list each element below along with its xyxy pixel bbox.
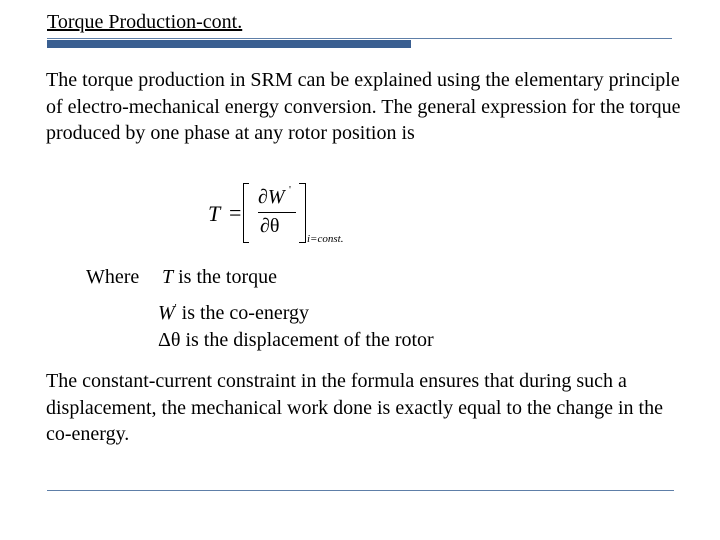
formula-subscript: i=const.: [307, 233, 344, 245]
symbol-coenergy-prime: ': [174, 302, 177, 314]
left-bracket-top: [243, 183, 249, 184]
right-bracket: [305, 183, 306, 243]
desc-coenergy: is the co-energy: [176, 302, 310, 324]
left-bracket-bottom: [243, 242, 249, 243]
desc-displacement: is the displacement of the rotor: [180, 329, 434, 351]
formula-prime: ': [289, 184, 291, 196]
where-label: Where: [86, 266, 140, 288]
formula-numerator: [258, 186, 285, 209]
right-bracket-top: [299, 183, 306, 184]
where-item-coenergy: [158, 295, 309, 326]
symbol-displacement: Δθ: [158, 329, 181, 351]
closing-paragraph: The constant-current constraint in the formula ensures that during such a displacement, the mechanical work done is exactly equal to the change in the co-energy.: [46, 370, 663, 445]
title-divider-line: [47, 38, 672, 39]
slide-title: Torque Production-cont.: [47, 11, 243, 33]
partial-symbol: ∂: [258, 186, 268, 208]
left-bracket: [243, 183, 244, 243]
where-item-displacement: [158, 327, 434, 353]
formula-denominator: ∂θ: [260, 215, 280, 237]
formula-lhs: T: [208, 201, 221, 226]
desc-torque: is the torque: [173, 266, 277, 288]
formula-equals: =: [229, 200, 242, 225]
title-accent-bar: [47, 40, 411, 48]
where-item-torque: [162, 264, 277, 290]
coenergy-symbol: W: [267, 186, 285, 208]
footer-divider-line: [47, 490, 674, 491]
symbol-coenergy: W: [158, 302, 175, 324]
fraction-bar: [258, 212, 296, 213]
symbol-torque: T: [162, 266, 174, 288]
right-bracket-bottom: [299, 242, 306, 243]
intro-paragraph: The torque production in SRM can be explained using the elementary principle of electro-mechanical energy conversion. The general expression for the torque produced by one phase at any rotor position is: [46, 69, 681, 144]
